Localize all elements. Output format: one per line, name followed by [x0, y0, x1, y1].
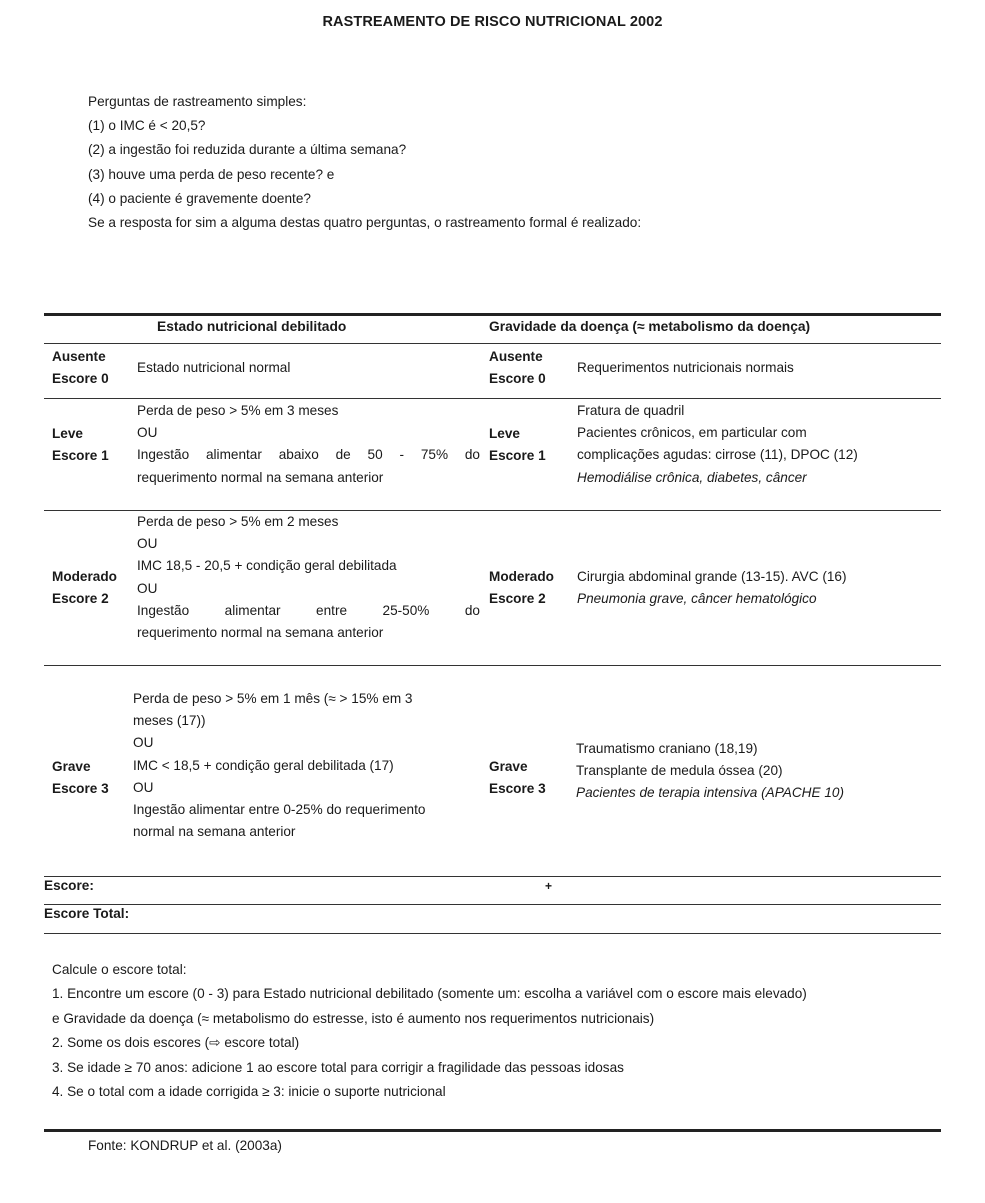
label-score: Escore 3: [489, 781, 546, 797]
label-score: Escore 2: [52, 591, 109, 607]
calculation-instructions: [52, 958, 952, 1104]
row-mild-right-label: [489, 423, 546, 467]
bottom-rule: [44, 1129, 941, 1132]
calc-step-3: 3. Se idade ≥ 70 anos: adicione 1 ao escore total para corrigir a fragilidade das pessoas idosas: [52, 1059, 624, 1075]
label-level: Moderado: [52, 569, 117, 584]
criterion-line: requerimento normal na semana anterior: [137, 625, 384, 641]
label-score: Escore 3: [52, 781, 109, 797]
row-moderate-left-label: [52, 566, 117, 610]
row-absent-right-label: [489, 346, 546, 390]
condition-line: Transplante de medula óssea (20): [576, 763, 783, 779]
label-level: Leve: [489, 426, 520, 441]
calc-step-1-cont: e Gravidade da doença (≈ metabolismo do estresse, isto é aumento nos requerimentos nutricionais): [52, 1010, 655, 1026]
criterion-line: Ingestão alimentar entre 0-25% do requerimento: [133, 802, 426, 818]
label-score: Escore 0: [489, 371, 546, 387]
label-score: Escore 0: [52, 371, 109, 387]
row-mild-left-label: [52, 423, 109, 467]
calc-heading: Calcule o escore total:: [52, 962, 187, 977]
calc-step-1: 1. Encontre um escore (0 - 3) para Estado nutricional debilitado (somente um: escolha a variável com o escore mais elevado): [52, 986, 807, 1002]
criterion-line: requerimento normal na semana anterior: [137, 469, 384, 485]
label-score: Escore 2: [489, 591, 546, 607]
criterion-line: Perda de peso > 5% em 1 mês (≈ > 15% em 3: [133, 691, 413, 706]
label-level: Moderado: [489, 569, 554, 584]
row-rule-3: [44, 665, 941, 666]
row-rule-4: [44, 876, 941, 877]
label-level: Ausente: [52, 349, 106, 364]
source-citation: Fonte: KONDRUP et al. (2003a): [88, 1138, 282, 1153]
header-rule: [44, 343, 941, 344]
criterion-line: OU: [137, 580, 158, 596]
row-moderate-left-content: [137, 511, 480, 644]
condition-example-line: Hemodiálise crônica, diabetes, câncer: [577, 469, 807, 485]
row-severe-right-label: [489, 756, 546, 800]
condition-line: complicações agudas: cirrose (11), DPOC (12): [577, 447, 858, 463]
label-level: Leve: [52, 426, 83, 441]
score-plus-sign: +: [545, 879, 553, 893]
label-score: Escore 1: [489, 448, 546, 464]
criterion-line: normal na semana anterior: [133, 824, 296, 840]
row-severe-left-content: [133, 688, 480, 843]
page-title: RASTREAMENTO DE RISCO NUTRICIONAL 2002: [322, 14, 663, 30]
label-level: Grave: [489, 759, 528, 774]
calc-step-2: 2. Some os dois escores (⇨ escore total): [52, 1035, 300, 1051]
criterion-line: OU: [137, 536, 158, 552]
criterion-line: OU: [133, 779, 154, 795]
calc-step-4: 4. Se o total com a idade corrigida ≥ 3: inicie o suporte nutricional: [52, 1083, 446, 1099]
row-absent-left-content: Estado nutricional normal: [137, 360, 291, 375]
screening-questions: [88, 90, 641, 235]
row-moderate-right-label: [489, 566, 554, 610]
row-severe-right-content: [576, 738, 844, 805]
score-label: Escore:: [44, 878, 94, 893]
question-2: (2) a ingestão foi reduzida durante a última semana?: [88, 142, 407, 158]
criterion-line: Perda de peso > 5% em 2 meses: [137, 514, 339, 529]
condition-example-line: Pneumonia grave, câncer hematológico: [577, 591, 817, 607]
header-disease-severity: Gravidade da doença (≈ metabolismo da doença): [489, 319, 811, 334]
criterion-line: IMC < 18,5 + condição geral debilitada (17): [133, 757, 394, 773]
score-rule: [44, 904, 941, 905]
criterion-line: Perda de peso > 5% em 3 meses: [137, 403, 339, 418]
row-moderate-right-content: [577, 566, 847, 610]
label-level: Grave: [52, 759, 91, 774]
label-score: Escore 1: [52, 448, 109, 464]
header-nutritional-status: Estado nutricional debilitado: [157, 319, 347, 334]
condition-line: Fratura de quadril: [577, 403, 685, 418]
condition-line: Traumatismo craniano (18,19): [576, 741, 758, 756]
criterion-line: OU: [133, 735, 154, 751]
questions-heading: Perguntas de rastreamento simples:: [88, 94, 307, 109]
criterion-line: IMC 18,5 - 20,5 + condição geral debilitada: [137, 558, 397, 574]
total-rule: [44, 933, 941, 934]
question-4: (4) o paciente é gravemente doente?: [88, 190, 311, 206]
questions-conclusion: Se a resposta for sim a alguma destas quatro perguntas, o rastreamento formal é realizado:: [88, 214, 642, 230]
total-score-label: Escore Total:: [44, 906, 130, 921]
label-level: Ausente: [489, 349, 543, 364]
condition-example-line: Pacientes de terapia intensiva (APACHE 10): [576, 785, 844, 801]
criterion-line: meses (17)): [133, 713, 206, 729]
row-absent-right-content: Requerimentos nutricionais normais: [577, 360, 794, 375]
question-1: (1) o IMC é < 20,5?: [88, 118, 206, 134]
condition-line: Cirurgia abdominal grande (13-15). AVC (16): [577, 569, 847, 584]
criterion-line: Ingestão alimentar entre 25-50% do: [137, 602, 480, 618]
row-mild-right-content: [577, 400, 858, 489]
criterion-line: OU: [137, 425, 158, 441]
row-mild-left-content: [137, 400, 480, 489]
question-3: (3) houve uma perda de peso recente? e: [88, 166, 335, 182]
row-severe-left-label: [52, 756, 109, 800]
criterion-line: Ingestão alimentar abaixo de 50 - 75% do: [137, 447, 480, 463]
row-absent-left-label: [52, 346, 109, 390]
condition-line: Pacientes crônicos, em particular com: [577, 425, 807, 441]
